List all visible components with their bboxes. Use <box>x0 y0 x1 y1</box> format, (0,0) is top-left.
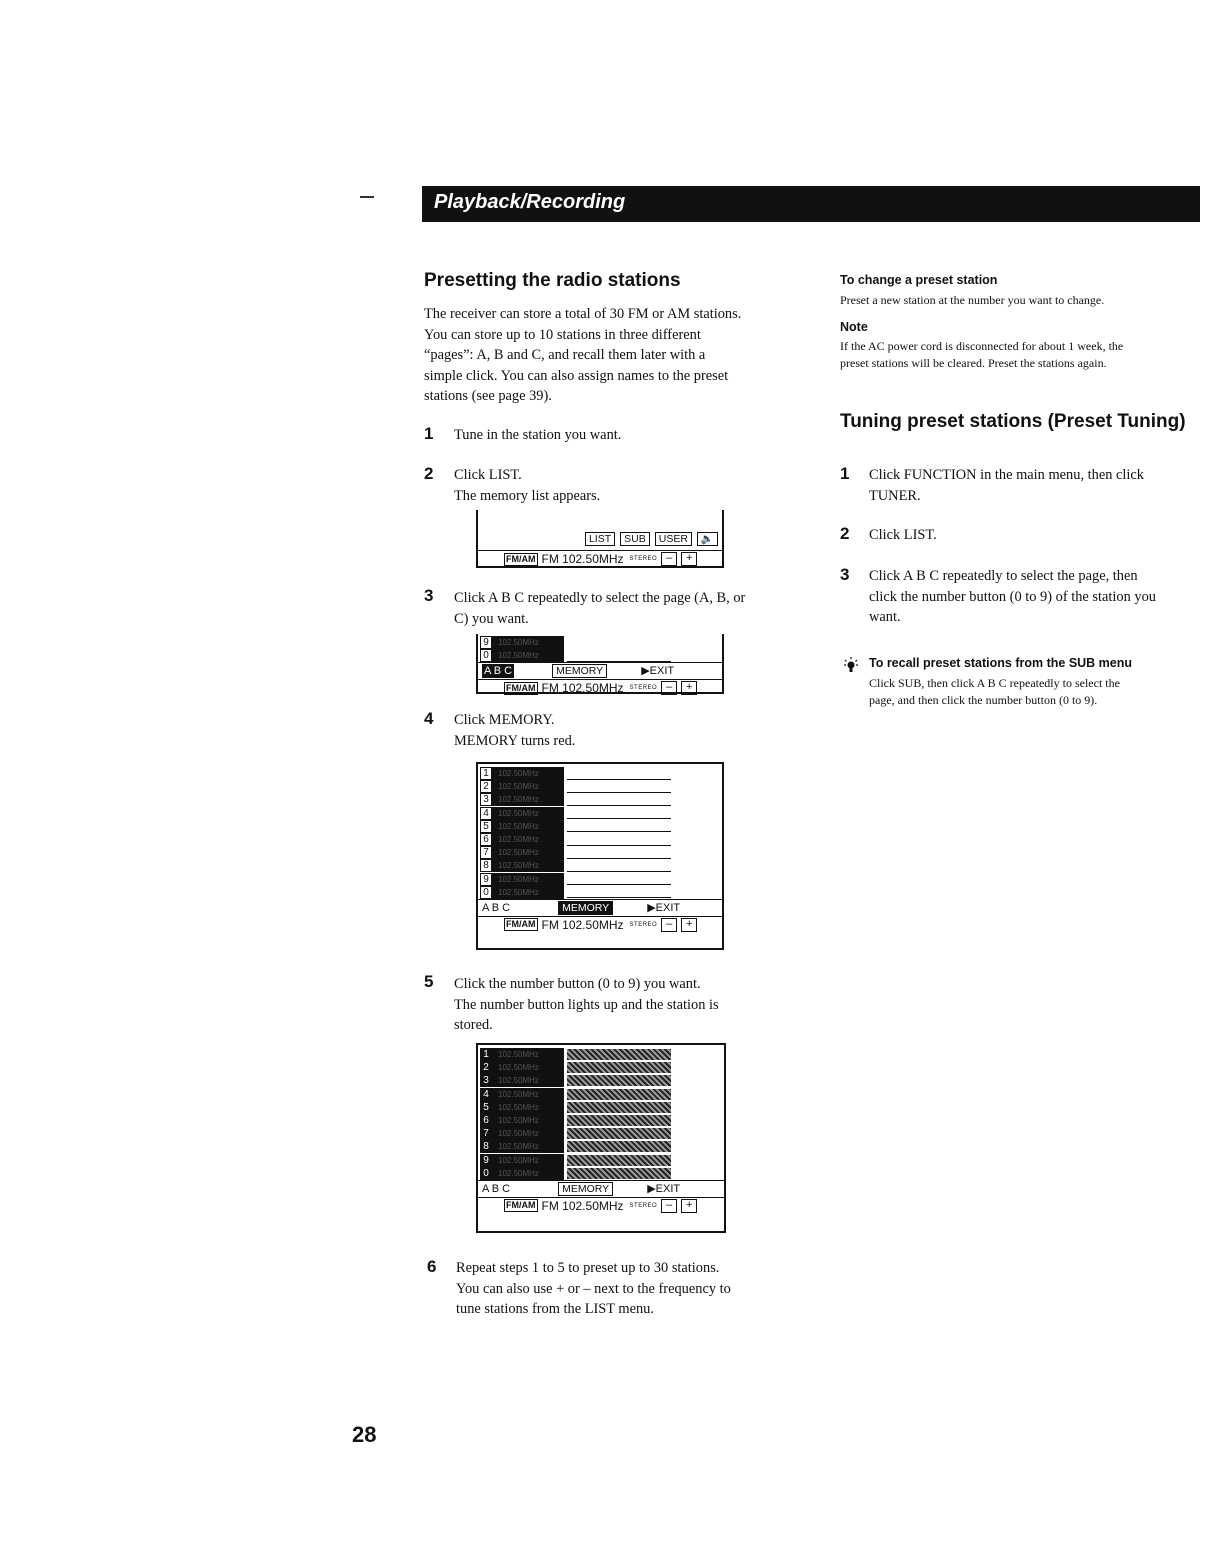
step-line: Click MEMORY. <box>454 712 555 728</box>
memory-frequency: 102.50MHz <box>492 767 564 780</box>
memory-frequency: 102.50MHz <box>492 1088 564 1101</box>
section-header-title: Playback/Recording <box>434 191 626 213</box>
memory-rows <box>478 1048 724 1180</box>
step-number: 6 <box>427 1257 437 1276</box>
step-number: 4 <box>424 709 434 728</box>
memory-row <box>478 807 722 820</box>
fmam-button[interactable]: FM/AM <box>506 919 536 930</box>
station-name-box[interactable] <box>567 834 671 846</box>
number-button[interactable]: 9 <box>480 1154 492 1167</box>
memory-frequency: 102.50MHz <box>492 886 564 899</box>
stereo-indicator: STEREO <box>629 921 658 928</box>
number-button[interactable]: 0 <box>480 886 492 899</box>
margin-dash <box>360 196 374 198</box>
plus-button[interactable]: + <box>681 918 697 932</box>
intro-line: simple click. You can also assign names to the preset <box>424 367 729 384</box>
memory-frequency: 102.50MHz <box>492 859 564 872</box>
number-button[interactable]: 0 <box>480 649 492 662</box>
number-button[interactable]: 7 <box>480 846 492 859</box>
number-button[interactable]: 1 <box>480 767 492 780</box>
stored-list-screen <box>476 1043 726 1233</box>
memory-row <box>478 846 722 859</box>
fmam-button[interactable]: FM/AM <box>506 682 536 693</box>
memory-frequency: 102.50MHz <box>492 1127 564 1140</box>
sub-button[interactable]: SUB <box>620 532 650 546</box>
memory-row <box>478 1088 724 1101</box>
number-button[interactable]: 2 <box>480 1061 492 1074</box>
station-name-box[interactable] <box>567 860 671 872</box>
exit-label: EXIT <box>649 665 675 678</box>
step-line: Repeat steps 1 to 5 to preset up to 30 stations. <box>456 1260 720 1276</box>
tip-heading: To recall preset stations from the SUB menu <box>869 656 1133 670</box>
memory-frequency: 102.50MHz <box>492 807 564 820</box>
step-text <box>454 425 621 446</box>
memory-row <box>478 886 722 899</box>
step-text <box>869 465 1144 506</box>
step-text <box>456 1258 731 1320</box>
fmam-button[interactable]: FM/AM <box>506 553 536 564</box>
step-line: C) you want. <box>454 610 529 627</box>
memory-frequency: 102.50MHz <box>492 636 564 649</box>
change-preset-heading: To change a preset station <box>840 273 998 287</box>
tip-line: page, and then click the number button (0 to 9). <box>869 693 1098 707</box>
memory-row <box>478 780 722 793</box>
station-name-box[interactable] <box>567 1102 671 1113</box>
abc-button[interactable]: A B C <box>482 901 511 914</box>
number-button[interactable]: 0 <box>480 1167 492 1180</box>
presetting-title: Presetting the radio stations <box>424 270 681 291</box>
step-line: Click A B C repeatedly to select the page (A, B, or <box>454 590 746 606</box>
step-text <box>869 525 937 546</box>
note-text <box>840 338 1210 372</box>
memory-row <box>478 873 722 886</box>
memory-row <box>478 833 722 846</box>
status-row <box>478 916 722 933</box>
memory-row <box>478 1167 724 1180</box>
memory-row <box>478 767 722 780</box>
station-name-box[interactable] <box>567 1049 671 1060</box>
number-button[interactable]: 3 <box>480 1074 492 1087</box>
memory-row <box>478 820 722 833</box>
number-button[interactable]: 2 <box>480 780 492 793</box>
station-name-box[interactable] <box>567 1168 671 1179</box>
memory-row <box>478 1140 724 1153</box>
memory-button[interactable]: MEMORY <box>558 1182 613 1196</box>
step-text <box>869 566 1219 628</box>
status-row <box>478 1197 724 1214</box>
station-name-box[interactable] <box>567 768 671 780</box>
number-button[interactable]: 4 <box>480 1088 492 1101</box>
memory-row <box>478 859 722 872</box>
step-number: 2 <box>424 464 434 483</box>
memory-row <box>478 1061 724 1074</box>
number-button[interactable]: 5 <box>480 820 492 833</box>
station-name-box[interactable] <box>567 650 671 662</box>
station-name-box[interactable] <box>567 1141 671 1152</box>
station-name-box[interactable] <box>567 794 671 806</box>
memory-frequency: 102.50MHz <box>492 820 564 833</box>
step-line: You can also use + or – next to the frequency to <box>456 1280 731 1297</box>
frequency-display: FM 102.50MHz <box>541 917 624 932</box>
number-button[interactable]: 6 <box>480 1114 492 1127</box>
step-number: 3 <box>840 565 850 584</box>
plus-button[interactable]: + <box>681 1199 697 1213</box>
note-line: preset stations will be cleared. Preset the stations again. <box>840 356 1107 370</box>
change-preset-text: Preset a new station at the number you want to change. <box>840 293 1105 307</box>
memory-frequency: 102.50MHz <box>492 873 564 886</box>
station-name-box[interactable] <box>567 1155 671 1166</box>
memory-row <box>478 636 722 649</box>
step-line: The memory list appears. <box>454 487 601 504</box>
memory-frequency: 102.50MHz <box>492 793 564 806</box>
step-number: 1 <box>424 424 434 443</box>
station-name-box[interactable] <box>567 1128 671 1139</box>
memory-row <box>478 649 722 662</box>
intro-line: You can store up to 10 stations in three different <box>424 326 701 343</box>
memory-frequency: 102.50MHz <box>492 846 564 859</box>
step-line: want. <box>869 609 901 625</box>
station-name-box[interactable] <box>567 1115 671 1126</box>
control-row <box>478 899 722 916</box>
memory-frequency: 102.50MHz <box>492 1048 564 1061</box>
step-line: Click LIST. <box>869 527 937 543</box>
step-number: 5 <box>424 972 434 991</box>
intro-paragraph <box>424 304 804 407</box>
step-line: stored. <box>454 1017 493 1033</box>
section-header-bar <box>422 186 1200 222</box>
frequency-display: FM 102.50MHz <box>541 552 624 566</box>
step-number: 2 <box>840 524 850 543</box>
number-button[interactable]: 1 <box>480 1048 492 1061</box>
intro-line: “pages”: A, B and C, and recall them later with a <box>424 347 706 363</box>
step-line: Click the number button (0 to 9) you want. <box>454 976 701 992</box>
memory-frequency: 102.50MHz <box>492 1167 564 1180</box>
number-button[interactable]: 9 <box>480 873 492 886</box>
intro-line: The receiver can store a total of 30 FM or AM stations. <box>424 306 742 322</box>
memory-frequency: 102.50MHz <box>492 1140 564 1153</box>
memory-rows <box>478 767 722 899</box>
stereo-indicator: STEREO <box>629 556 658 562</box>
frequency-display: FM 102.50MHz <box>541 681 624 696</box>
station-name-box[interactable] <box>567 820 671 832</box>
plus-button[interactable]: + <box>681 681 697 695</box>
exit-label: EXIT <box>655 1182 681 1195</box>
station-name-box[interactable] <box>567 807 671 819</box>
memory-row <box>478 1114 724 1127</box>
abc-button[interactable]: A B C <box>482 1182 511 1195</box>
number-button[interactable]: 7 <box>480 1127 492 1140</box>
step-text <box>454 465 600 506</box>
step-text <box>454 588 745 629</box>
memory-row <box>478 1154 724 1167</box>
step-number: 3 <box>424 586 434 605</box>
frequency-display: FM 102.50MHz <box>541 1198 624 1213</box>
exit-button[interactable]: ▶EXIT <box>647 901 681 914</box>
user-button[interactable]: USER <box>655 532 692 546</box>
exit-button[interactable]: ▶EXIT <box>641 665 675 678</box>
memory-frequency: 102.50MHz <box>492 1061 564 1074</box>
step-text <box>454 974 719 1036</box>
station-name-box[interactable] <box>567 1062 671 1073</box>
number-button[interactable]: 6 <box>480 833 492 846</box>
list-screen <box>476 510 724 568</box>
memory-frequency: 102.50MHz <box>492 1101 564 1114</box>
note-heading: Note <box>840 320 868 334</box>
minus-button[interactable]: – <box>661 681 677 695</box>
stereo-indicator: STEREO <box>629 685 658 692</box>
memory-row <box>478 793 722 806</box>
memory-row <box>478 1101 724 1114</box>
step-line: The number button lights up and the station is <box>454 996 719 1013</box>
minus-button[interactable]: – <box>661 552 677 566</box>
station-name-box[interactable] <box>567 847 671 859</box>
station-name-box[interactable] <box>567 1075 671 1086</box>
control-row <box>478 1180 724 1197</box>
memory-list-screen <box>476 762 724 950</box>
lightbulb-tip-icon <box>844 657 858 675</box>
step-number: 1 <box>840 464 850 483</box>
step-line: Click LIST. <box>454 467 522 483</box>
step-line: TUNER. <box>869 487 921 504</box>
memory-row <box>478 1048 724 1061</box>
exit-label: EXIT <box>655 901 681 914</box>
tip-text <box>869 675 1209 709</box>
memory-button[interactable]: MEMORY <box>558 901 613 915</box>
step-line: tune stations from the LIST menu. <box>456 1301 654 1317</box>
memory-frequency: 102.50MHz <box>492 649 564 662</box>
station-name-box[interactable] <box>567 873 671 885</box>
memory-frequency: 102.50MHz <box>492 833 564 846</box>
step-line: MEMORY turns red. <box>454 732 576 749</box>
memory-frequency: 102.50MHz <box>492 1154 564 1167</box>
fmam-button[interactable]: FM/AM <box>506 1200 536 1211</box>
number-button[interactable]: 8 <box>480 859 492 872</box>
memory-frequency: 102.50MHz <box>492 780 564 793</box>
minus-button[interactable]: – <box>661 918 677 932</box>
memory-button[interactable]: MEMORY <box>552 664 607 678</box>
station-name-box[interactable] <box>567 886 671 898</box>
number-button[interactable]: 4 <box>480 807 492 820</box>
minus-button[interactable]: – <box>661 1199 677 1213</box>
memory-row <box>478 1127 724 1140</box>
memory-row <box>478 1074 724 1087</box>
number-button[interactable]: 9 <box>480 636 492 649</box>
number-button[interactable]: 8 <box>480 1140 492 1153</box>
status-row <box>478 550 722 567</box>
stereo-indicator: STEREO <box>629 1202 658 1209</box>
step-line: Click FUNCTION in the main menu, then click <box>869 467 1144 483</box>
exit-button[interactable]: ▶EXIT <box>647 1182 681 1195</box>
memory-frequency: 102.50MHz <box>492 1074 564 1087</box>
speaker-icon[interactable]: 🔈 <box>697 532 718 546</box>
abc-screen <box>476 634 724 694</box>
number-button[interactable]: 3 <box>480 793 492 806</box>
tip-line: Click SUB, then click A B C repeatedly to select the <box>869 676 1120 690</box>
preset-tuning-title: Tuning preset stations (Preset Tuning) <box>840 411 1186 432</box>
step-line: Click A B C repeatedly to select the page, then <box>869 568 1138 584</box>
station-name-box[interactable] <box>567 1089 671 1100</box>
number-button[interactable]: 5 <box>480 1101 492 1114</box>
step-text <box>454 710 575 751</box>
control-row <box>478 662 722 679</box>
intro-line: stations (see page 39). <box>424 388 552 404</box>
plus-button[interactable]: + <box>681 552 697 566</box>
status-row <box>478 679 722 696</box>
station-name-box[interactable] <box>567 781 671 793</box>
memory-frequency: 102.50MHz <box>492 1114 564 1127</box>
note-line: If the AC power cord is disconnected for about 1 week, the <box>840 339 1124 353</box>
step-line: Tune in the station you want. <box>454 427 622 443</box>
page-number: 28 <box>352 1422 377 1447</box>
step-line: click the number button (0 to 9) of the station you <box>869 588 1156 605</box>
abc-button[interactable]: A B C <box>484 665 513 678</box>
list-button[interactable]: LIST <box>585 532 615 546</box>
